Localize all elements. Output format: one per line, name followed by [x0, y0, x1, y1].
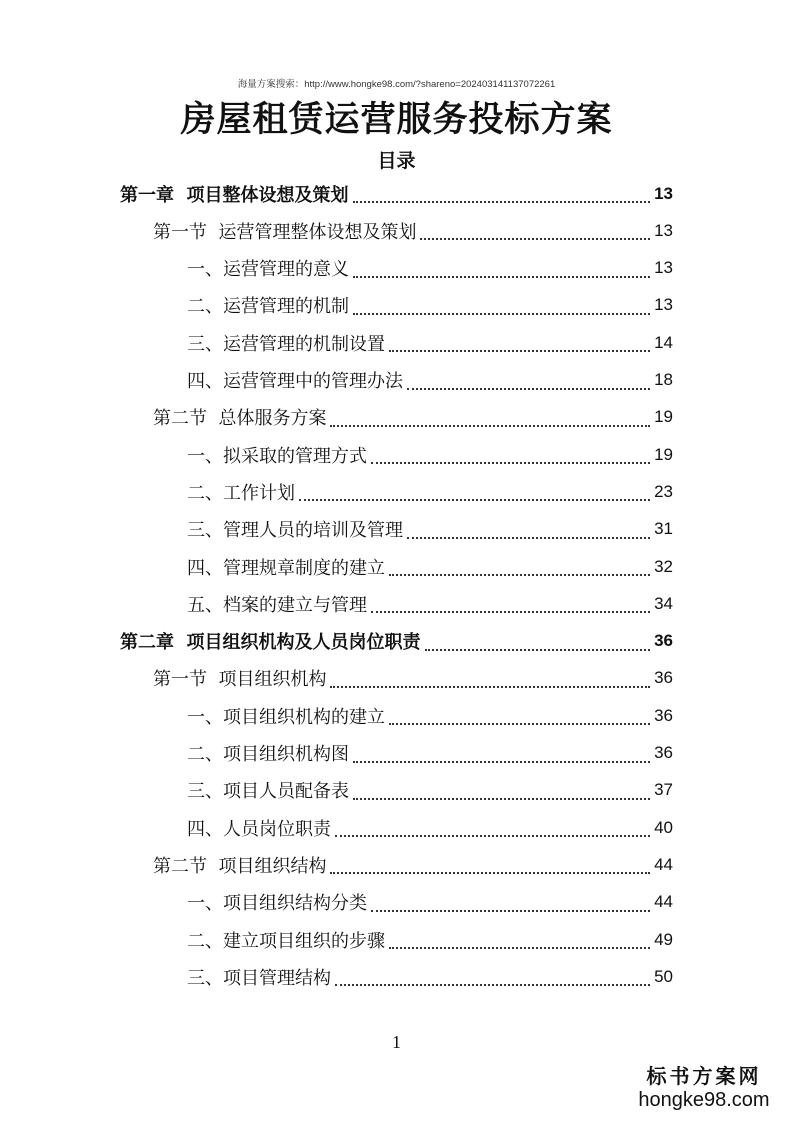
header-search-link: 海量方案搜索：http://www.hongke98.com/?shareno=20240314113707226​1: [237, 79, 556, 90]
toc-label: 四、人员岗位职责: [187, 818, 331, 840]
toc-page-number: 37: [654, 780, 673, 800]
toc-leader-dots: [407, 535, 650, 539]
toc-label: 三、项目管理结构: [187, 967, 331, 989]
toc-leader-dots: [330, 423, 650, 427]
toc-section[interactable]: [153, 212, 673, 249]
toc-page-number: 14: [654, 332, 673, 352]
toc-leader-dots: [353, 796, 650, 800]
toc-page-number: 13: [654, 295, 673, 315]
toc-leader-dots: [389, 348, 650, 352]
toc-subsection[interactable]: [187, 735, 673, 772]
toc-subsection[interactable]: [187, 958, 673, 995]
toc-leader-dots: [407, 386, 650, 390]
toc-label: 第一节 运营管理整体设想及策划: [153, 221, 417, 243]
toc-subsection[interactable]: [187, 362, 673, 399]
toc-label: 第一章 项目整体设想及策划: [120, 184, 349, 206]
toc-page-number: 13: [654, 220, 673, 240]
toc-page-number: 13: [654, 183, 673, 203]
toc-leader-dots: [330, 870, 650, 874]
toc-leader-dots: [389, 945, 650, 949]
toc-page-number: 31: [654, 519, 673, 539]
document-title: 房屋租赁运营服务投标方案: [180, 100, 613, 140]
toc-label: 四、运营管理中的管理办法: [187, 371, 403, 392]
toc-leader-dots: [353, 759, 650, 763]
toc-page-number: 19: [654, 407, 673, 427]
page-number: 1: [392, 1032, 401, 1052]
toc-page-number: 36: [654, 705, 673, 725]
toc-subsection[interactable]: [187, 548, 673, 585]
toc-label: 四、管理规章制度的建立: [187, 557, 385, 579]
toc-page-number: 18: [654, 370, 673, 389]
toc-label: 五、档案的建立与管理: [187, 594, 367, 616]
toc-page-number: 36: [654, 631, 673, 651]
toc-leader-dots: [335, 982, 650, 986]
toc-page-number: 19: [654, 444, 673, 464]
toc-subsection[interactable]: [187, 921, 673, 958]
toc-subsection[interactable]: [187, 473, 673, 510]
toc-section[interactable]: [153, 846, 673, 883]
toc-page-number: 44: [654, 892, 673, 912]
toc-heading: 目录: [377, 150, 416, 172]
toc-leader-dots: [353, 199, 651, 203]
toc-section[interactable]: [153, 660, 673, 697]
toc-label: 一、项目组织结构分类: [187, 893, 367, 915]
toc-label: 三、运营管理的机制设置: [187, 333, 385, 355]
toc-subsection[interactable]: [187, 436, 673, 473]
toc-label: 一、项目组织机构的建立: [187, 706, 385, 728]
toc-page-number: 50: [654, 966, 673, 986]
toc-page-number: 13: [654, 258, 673, 278]
toc-label: 第一节 项目组织机构: [153, 669, 327, 691]
toc-subsection[interactable]: [187, 809, 673, 846]
toc-label: 第二节 总体服务方案: [153, 408, 327, 430]
toc-subsection[interactable]: [187, 250, 673, 287]
toc-label: 三、项目人员配备表: [187, 781, 349, 803]
toc-label: 一、拟采取的管理方式: [187, 445, 367, 467]
toc-leader-dots: [371, 908, 650, 912]
toc-subsection[interactable]: [187, 772, 673, 809]
toc-leader-dots: [371, 460, 650, 464]
toc-subsection[interactable]: [187, 697, 673, 734]
toc-label: 第二节 项目组织结构: [153, 855, 327, 877]
toc-leader-dots: [389, 572, 650, 576]
toc-leader-dots: [353, 274, 650, 278]
toc-subsection[interactable]: [187, 511, 673, 548]
toc-label: 一、运营管理的意义: [187, 259, 349, 281]
watermark-cn: 标书方案网: [646, 1064, 762, 1088]
toc-leader-dots: [299, 497, 650, 501]
toc-section[interactable]: [153, 399, 673, 436]
toc-subsection[interactable]: [187, 884, 673, 921]
toc-page-number: 23: [654, 481, 673, 501]
toc-leader-dots: [371, 609, 650, 613]
toc-leader-dots: [420, 236, 650, 240]
toc-leader-dots: [335, 833, 650, 837]
watermark-logo: [629, 1064, 779, 1112]
toc-page-number: 49: [654, 929, 673, 949]
toc-leader-dots: [389, 721, 650, 725]
toc-page-number: 40: [654, 817, 673, 837]
toc-label: 二、运营管理的机制: [187, 296, 349, 318]
toc-leader-dots: [353, 311, 650, 315]
toc-subsection[interactable]: [187, 287, 673, 324]
toc-leader-dots: [425, 647, 651, 651]
toc-label: 第二章 项目组织机构及人员岗位职责: [120, 632, 421, 654]
toc-chapter[interactable]: [120, 623, 673, 660]
toc-label: 二、项目组织机构图: [187, 744, 349, 765]
toc-page-number: 34: [654, 593, 673, 613]
toc-subsection[interactable]: [187, 585, 673, 622]
toc-chapter[interactable]: [120, 175, 673, 212]
watermark-en: hongke98.com: [638, 1089, 770, 1111]
toc-page-number: 32: [654, 556, 673, 576]
toc-label: 三、管理人员的培训及管理: [187, 520, 403, 542]
toc-label: 二、建立项目组织的步骤: [187, 930, 385, 952]
toc-label: 二、工作计划: [187, 482, 295, 504]
toc-page-number: 44: [654, 854, 673, 874]
toc-page-number: 36: [654, 743, 673, 762]
toc-leader-dots: [330, 684, 650, 688]
toc-subsection[interactable]: [187, 324, 673, 361]
toc-page-number: 36: [654, 668, 673, 688]
